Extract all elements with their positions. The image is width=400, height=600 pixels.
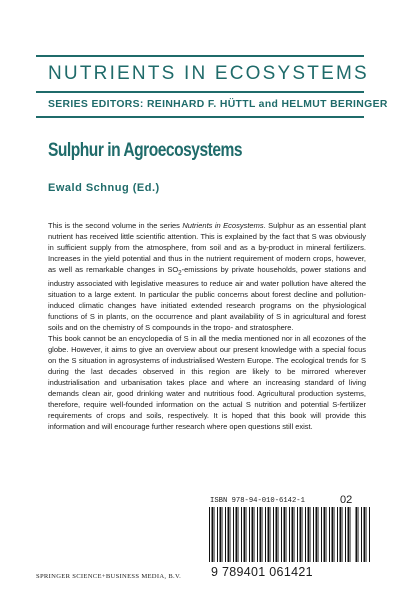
series-editors: SERIES EDITORS: REINHARD F. HÜTTL and HELMUT BERINGER [48, 99, 388, 110]
blurb-text: . Sulphur as an essential plant nutrient has received little scientific attention. This is explained by the fact that S was obviously in sufficient supply from the atmosphere, from soil and as a by-product in mineral fertilizers. Increases in the yield potential and thus in the nutrient requirement of modern crops, however, as well as remarkable changes in SO [48, 221, 367, 274]
barcode-digits: 9 789401 061421 [211, 565, 313, 579]
barcode-gap [352, 507, 354, 562]
barcode-addon: 02 [340, 494, 353, 506]
publisher: SPRINGER SCIENCE+BUSINESS MEDIA, B.V. [36, 573, 182, 580]
blurb-text: -emissions by private households, power stations and industry associated with legislative measures to reduce air and water pollution have altered the situation to a large extent. In particular the public concerns about forest decline and pollution-induced climatic changes have initiated extended research programs on the physiological functions of S in plants, on the occurrence and plant availability of S in agricultural and forest soils and on the chemistry of S compounds in the tropo- and stratosphere. [48, 264, 366, 333]
series-name-italic: Nutrients in Ecosystems [182, 221, 264, 230]
bottom-rule [36, 116, 364, 118]
book-title: Sulphur in Agroecosystems [48, 140, 243, 161]
blurb-text: This is the second volume in the series [48, 221, 183, 230]
middle-rule [36, 91, 364, 93]
book-author: Ewald Schnug (Ed.) [48, 182, 160, 194]
barcode-bars [209, 507, 371, 562]
series-title: NUTRIENTS IN ECOSYSTEMS [48, 63, 369, 84]
barcode [209, 494, 389, 579]
top-rule [36, 55, 364, 57]
blurb-paragraph-2: This book cannot be an encyclopedia of S in all the media mentioned nor in all ecozones of the globe. However, it aims to give an overview about our present knowledge with a special focus on the S situation in agrosystems of industrialised Western Europe. The ecological trends for S during the last decades observed in this region are likely to be mirrored wherever industrialisation and urbanisation takes place and where an increasing standard of living demands clean air, good drinking water and nutritious food. Agricultural production systems, therefore, require well-founded information on the actual S nutrition and potential S-fertilizer requirements of crops and soils, respectively. It is hoped that this book will provide this information and will encourage further research where open questions still exist. [48, 334, 366, 431]
isbn-label: ISBN 978-94-010-6142-1 [210, 497, 305, 505]
blurb [48, 221, 366, 433]
subscript-2: 2 [178, 269, 182, 277]
blurb-paragraph-1 [48, 221, 366, 334]
